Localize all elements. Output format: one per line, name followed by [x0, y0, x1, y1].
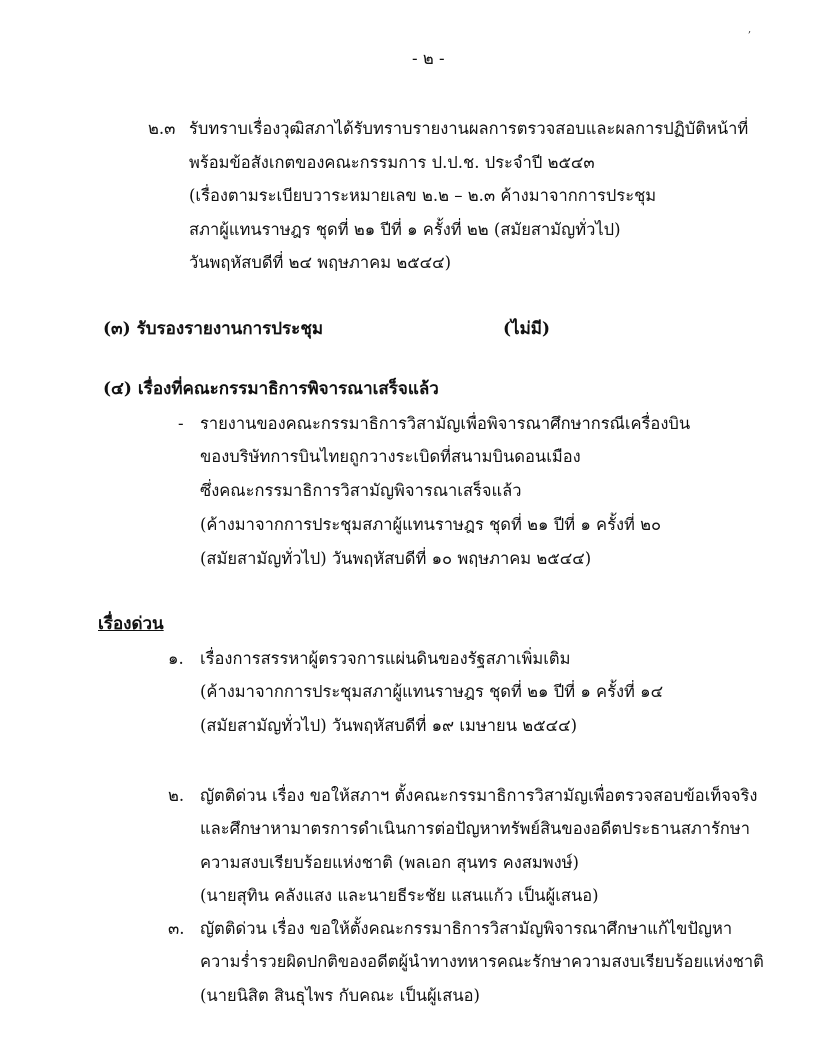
urgent-item-3-number: ๓.: [168, 919, 185, 938]
urgent-item-3-line-1: ญัตติด่วน เรื่อง ขอให้ตั้งคณะกรรมาธิการวิสามัญพิจารณาศึกษาแก้ไขปัญหา: [200, 919, 733, 938]
item-2-3-line-1: รับทราบเรื่องวุฒิสภาได้รับทราบรายงานผลการตรวจสอบและผลการปฏิบัติหน้าที่: [189, 119, 749, 138]
urgent-item-2-number: ๒.: [168, 786, 185, 805]
scan-mark: ,: [748, 24, 752, 35]
section-4-line-3: ซึ่งคณะกรรมาธิการวิสามัญพิจารณาเสร็จแล้ว: [200, 481, 522, 500]
section-4-line-5: (สมัยสามัญทั่วไป) วันพฤหัสบดีที่ ๑๐ พฤษภาคม ๒๕๔๔): [200, 549, 592, 568]
item-2-3-number: ๒.๓: [148, 119, 176, 138]
item-2-3-line-3: (เรื่องตามระเบียบวาระหมายเลข ๒.๒ – ๒.๓ ค้างมาจากการประชุม: [189, 186, 657, 205]
urgent-item-3-line-3: (นายนิสิต สินธุไพร กับคณะ เป็นผู้เสนอ): [200, 986, 480, 1005]
urgent-item-2-line-2: และศึกษาหามาตรการดำเนินการต่อปัญหาทรัพย์สินของอดีตประธานสภารักษา: [200, 819, 751, 838]
item-2-3-line-5: วันพฤหัสบดีที่ ๒๔ พฤษภาคม ๒๕๔๔): [189, 253, 452, 272]
section-4-line-4: (ค้างมาจากการประชุมสภาผู้แทนราษฎร ชุดที่ ๒๑ ปีที่ ๑ ครั้งที่ ๒๐: [200, 515, 662, 534]
section-4-heading: (๔) เรื่องที่คณะกรรมาธิการพิจารณาเสร็จแล้ว: [103, 379, 439, 399]
urgent-item-2-line-1: ญัตติด่วน เรื่อง ขอให้สภาฯ ตั้งคณะกรรมาธิการวิสามัญเพื่อตรวจสอบข้อเท็จจริง: [200, 786, 758, 805]
page-number: - ๒ -: [412, 49, 445, 68]
urgent-item-1-number: ๑.: [168, 649, 184, 668]
section-4-line-2: ของบริษัทการบินไทยถูกวางระเบิดที่สนามบินดอนเมือง: [200, 447, 581, 466]
section-3-note: (ไม่มี): [503, 319, 551, 339]
urgent-heading: เรื่องด่วน: [98, 614, 164, 634]
item-2-3-line-2: พร้อมข้อสังเกตของคณะกรรมการ ป.ป.ช. ประจำปี ๒๕๔๓: [189, 153, 595, 172]
urgent-item-2-line-4: (นายสุทิน คลังแสง และนายธีระชัย แสนแก้ว เป็นผู้เสนอ): [200, 886, 599, 905]
section-4-bullet: -: [178, 414, 184, 433]
urgent-item-1-line-2: (ค้างมาจากการประชุมสภาผู้แทนราษฎร ชุดที่ ๒๑ ปีที่ ๑ ครั้งที่ ๑๔: [200, 682, 664, 701]
urgent-item-3-line-2: ความร่ำรวยผิดปกติของอดีตผู้นำทางทหารคณะรักษาความสงบเรียบร้อยแห่งชาติ: [200, 952, 764, 971]
item-2-3-line-4: สภาผู้แทนราษฎร ชุดที่ ๒๑ ปีที่ ๑ ครั้งที่ ๒๒ (สมัยสามัญทั่วไป): [189, 220, 621, 239]
section-4-line-1: รายงานของคณะกรรมาธิการวิสามัญเพื่อพิจารณาศึกษากรณีเครื่องบิน: [200, 414, 691, 433]
urgent-item-2-line-3: ความสงบเรียบร้อยแห่งชาติ (พลเอก สุนทร คงสมพงษ์): [200, 853, 579, 872]
urgent-item-1-line-1: เรื่องการสรรหาผู้ตรวจการแผ่นดินของรัฐสภาเพิ่มเติม: [200, 649, 571, 668]
urgent-item-1-line-3: (สมัยสามัญทั่วไป) วันพฤหัสบดีที่ ๑๙ เมษายน ๒๕๔๔): [200, 716, 578, 735]
section-3-heading: (๓) รับรองรายงานการประชุม: [103, 319, 324, 339]
